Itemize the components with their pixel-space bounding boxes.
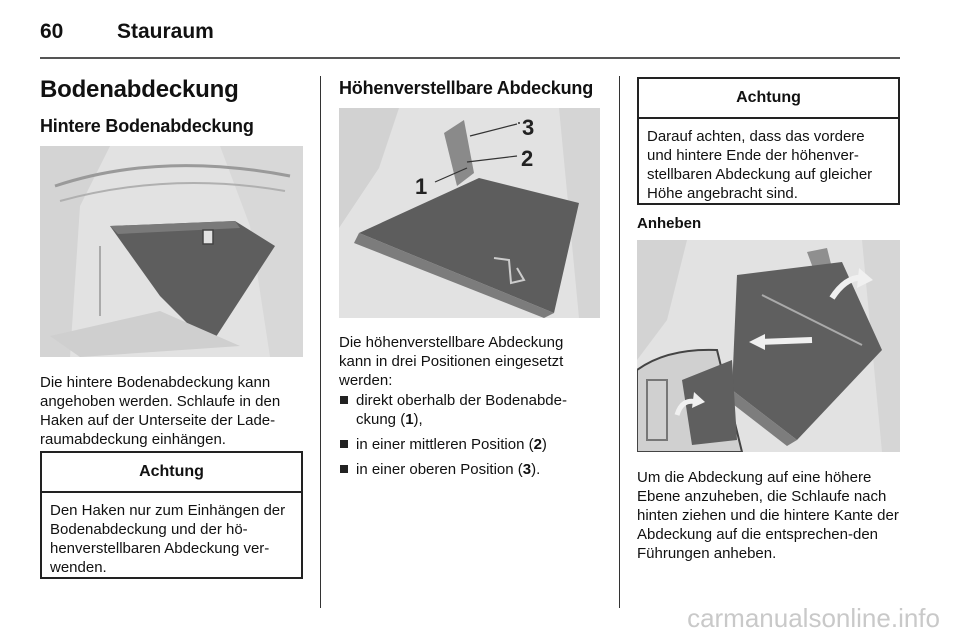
list-item: in einer mittleren Position (2) (339, 435, 601, 454)
warning-text: Darauf achten, dass das vordere und hintere Ende der höhenver-stellbaren Abdeckung auf gleicher Höhe angebracht sind. (647, 128, 873, 202)
warning-title: Achtung (639, 79, 898, 119)
column-divider-1 (320, 76, 321, 608)
section-title: Stauraum (117, 20, 214, 43)
position-list (339, 391, 601, 485)
callout-3: 3 (522, 115, 535, 140)
rear-floor-cover-illustration (40, 146, 303, 357)
callout-1: 1 (415, 174, 428, 199)
subheading-anheben: Anheben (637, 215, 702, 232)
subheading-hintere-bodenabdeckung: Hintere Bodenabdeckung (40, 116, 254, 136)
list-item: in einer oberen Position (3). (339, 460, 601, 479)
heading-hoehenverstellbare-abdeckung: Höhenverstellbare Abdeckung (339, 78, 594, 98)
heading-bodenabdeckung: Bodenabdeckung (40, 76, 239, 103)
warning-box-hook (40, 451, 303, 579)
callout-2: 2 (521, 146, 534, 171)
lifting-paragraph: Um die Abdeckung auf eine höhere Ebene anzuheben, die Schlaufe nach hinten ziehen und die hintere Kante der Abdeckung auf die entsprechen-den Führungen anheben. (637, 469, 899, 562)
column-divider-2 (619, 76, 620, 608)
list-item: direkt oberhalb der Bodenabde-ckung (1), (339, 391, 601, 429)
lifting-cover-illustration (637, 240, 900, 452)
adjustable-cover-paragraph: Die höhenverstellbare Abdeckung kann in drei Positionen eingesetzt werden: (339, 334, 564, 389)
watermark: carmanualsonline.info (687, 603, 940, 633)
warning-text: Den Haken nur zum Einhängen der Bodenabdeckung und der hö-henverstellbaren Abdeckung ver-wenden. (50, 502, 286, 576)
warning-box-height (637, 77, 900, 205)
rear-cover-paragraph: Die hintere Bodenabdeckung kann angehoben werden. Schlaufe in den Haken auf der Unterseite der Lade-raumabdeckung einhängen. (40, 374, 281, 448)
header-rule (40, 57, 900, 59)
page-number: 60 (40, 20, 64, 43)
adjustable-cover-illustration (339, 108, 600, 318)
warning-title: Achtung (42, 453, 301, 493)
